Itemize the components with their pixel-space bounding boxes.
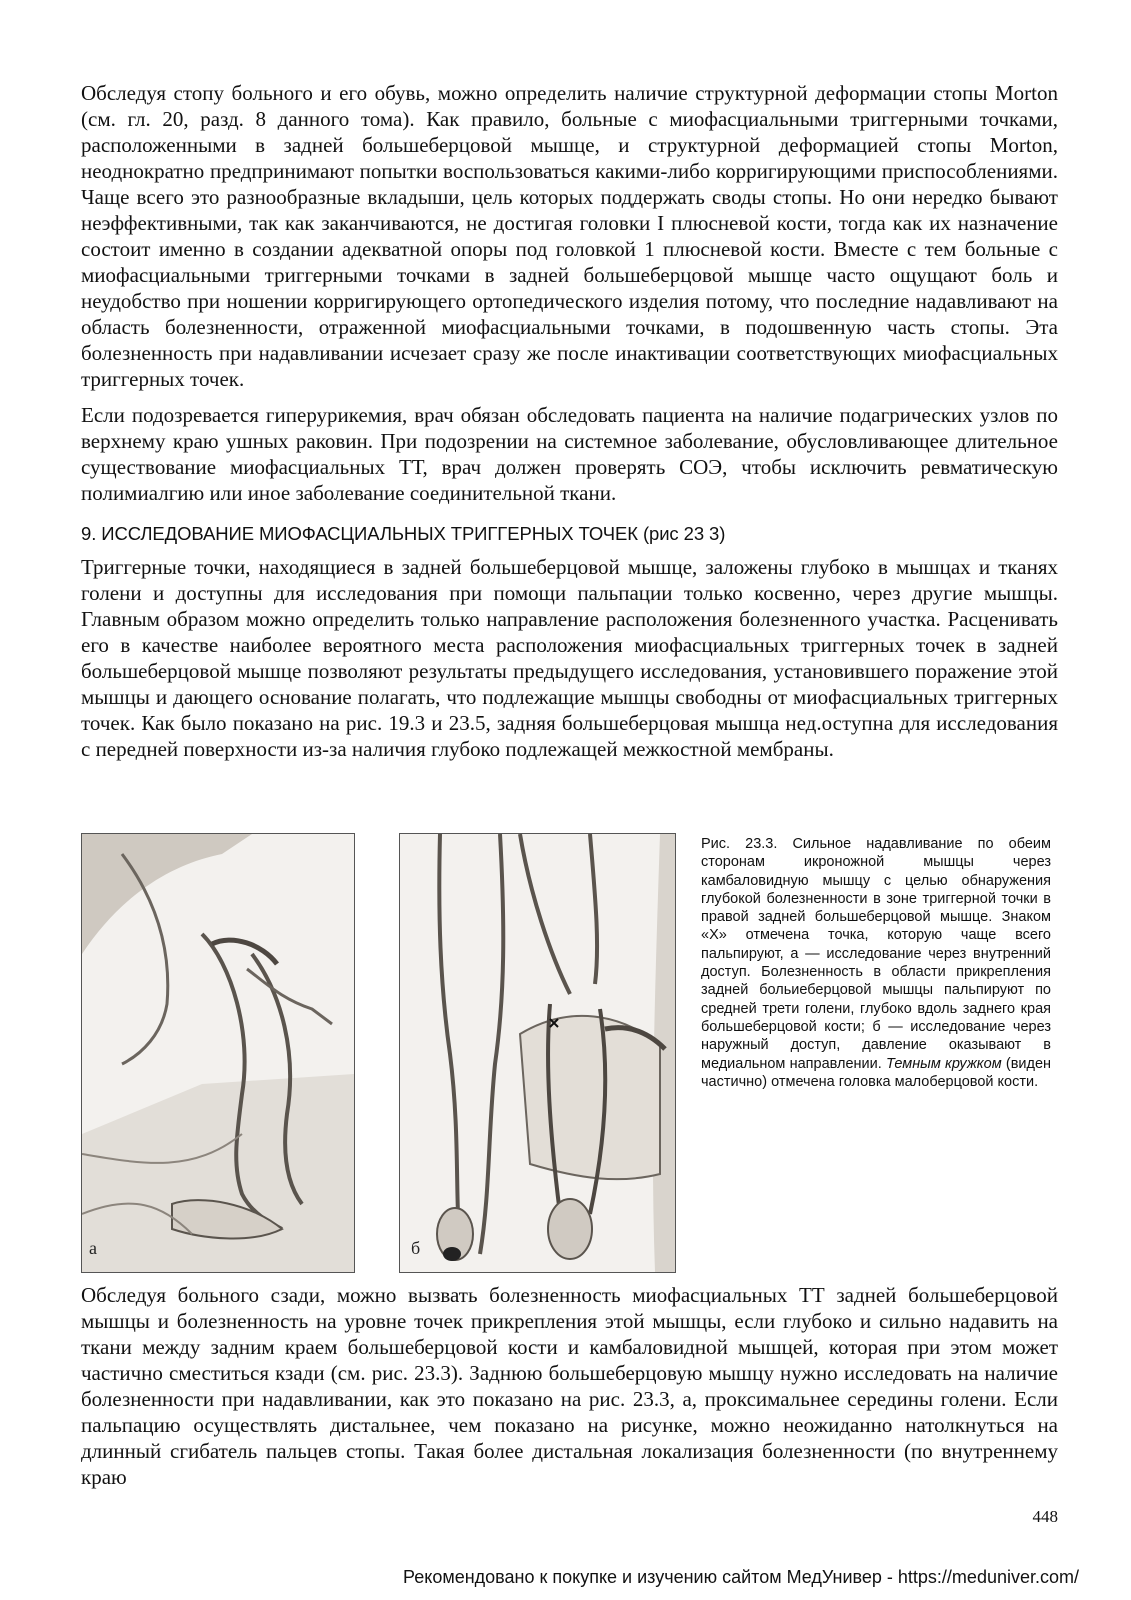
figure-23-3	[81, 833, 1058, 1277]
figure-label-a: а	[89, 1238, 97, 1258]
figure-illustration-b	[399, 833, 676, 1273]
text-bottom	[81, 1282, 1058, 1490]
paragraph: Обследуя стопу больного и его обувь, можно определить наличие структурной деформации стопы Morton (см. гл. 20, разд. 8 данного тома). Как правило, больные с миофасциальными триггерными точками, расположенными в задней большеберцовой мышце, и структурной деформацией стопы Morton, неоднократно предпринимают попытки воспользоваться какими-либо корригирующими приспособлениями. Чаще всего это разнообразные вкладыши, цель которых поддержать своды стопы. Но они нередко бывают неэффективными, так как заканчиваются, не достигая головки I плюсневой кости, тогда как их назначение состоит именно в создании адекватной опоры под головкой 1 плюсневой кости. Вместе с тем больные с миофасциальными триггерными точками в задней большеберцовой мышце часто ощущают боль и неудобство при ношении корригирующего ортопедического изделия потому, что последние надавливают на область болезненности, отраженной миофасциальными точками, в подошвенную часть стопы. Эта болезненность при надавливании исчезает сразу же после инактивации соответствующих миофасциальных триггерных точек.	[81, 81, 1058, 391]
paragraph: Триггерные точки, находящиеся в задней большеберцовой мышце, заложены глубоко в мышцах и тканях голени и доступны для исследования при помощи пальпации только косвенно, через другие мышцы. Главным образом можно определить только направление расположения болезненного участка. Расценивать его в качестве наиболее вероятного места расположения миофасциальных триггерных точек в задней большеберцовой мышце позволяют результаты предыдущего исследования, установившего поражение этой мышцы и дающего основание полагать, что подлежащие мышцы свободны от миофасциальных триггерных точек. Как было показано на рис. 19.3 и 23.5, задняя большеберцовая мышца нед.оступна для исследования с передней поверхности из-за наличия глубоко подлежащей межкостной мембраны.	[81, 555, 1058, 761]
paragraph: Обследуя больного сзади, можно вызвать болезненность миофасциальных ТТ задней большеберцовой мышцы и болезненность на уровне точек прикрепления этой мышцы, если глубоко и сильно надавить на ткани между задним краем большеберцовой кости и камбаловидной мышцей, которая при этом может частично сместиться кзади (см. рис. 23.3). Заднюю большеберцовую мышцу нужно исследовать на наличие болезненности при надавливании, как это показано на рис. 23.3, а, проксимальнее середины голени. Если пальпацию осуществлять дистальнее, чем показано на рисунке, можно неожиданно натолкнуться на длинный сгибатель пальцев стопы. Такая более дистальная локализация болезненности (по внутреннему краю	[81, 1283, 1058, 1489]
figure-illustration-a	[81, 833, 355, 1273]
page-number: 448	[1032, 1507, 1058, 1526]
caption-italic: Темным кружком	[885, 1055, 1002, 1072]
figure-caption	[701, 835, 1051, 1091]
leg-sketch-b-image	[400, 834, 675, 1272]
section-heading: 9. ИССЛЕДОВАНИЕ МИОФАСЦИАЛЬНЫХ ТРИГГЕРНЫХ ТОЧЕК (рис 23 3)	[81, 523, 726, 544]
leg-sketch-a-image	[82, 834, 354, 1272]
footer-text: Рекомендовано к покупке и изучению сайтом МедУнивер - https://meduniver.com/	[403, 1567, 1079, 1587]
text-top	[81, 80, 1058, 762]
paragraph: Если подозревается гиперурикемия, врач обязан обследовать пациента на наличие подагрических узлов по верхнему краю ушных раковин. При подозрении на системное заболевание, обусловливающее длительное существование миофасциальных ТТ, врач должен проверять СОЭ, чтобы исключить ревматическую полимиалгию или иное заболевание соединительной ткани.	[81, 403, 1058, 505]
figure-label-b: б	[411, 1238, 421, 1258]
caption-main: Рис. 23.3. Сильное надавливание по обеим сторонам икроножной мышцы через камбаловидную мышцу с целью обнаружения глубокой болезненности в зоне триггерной точки в правой задней большеберцовой мышце. Знаком «X» отмечена точка, которую чаще всего пальпируют, а — исследование через внутренний доступ. Болезненность в области прикрепления задней больиеберцовой мышцы пальпируют по средней трети голени, глубоко вдоль заднего края большеберцовой кости; б — исследование через наружный доступ, давление оказывают в медиальном направлении.	[701, 836, 1051, 1072]
caption-tail: (виден частично) отмечена головка малоберцовой кости.	[701, 1055, 1052, 1090]
